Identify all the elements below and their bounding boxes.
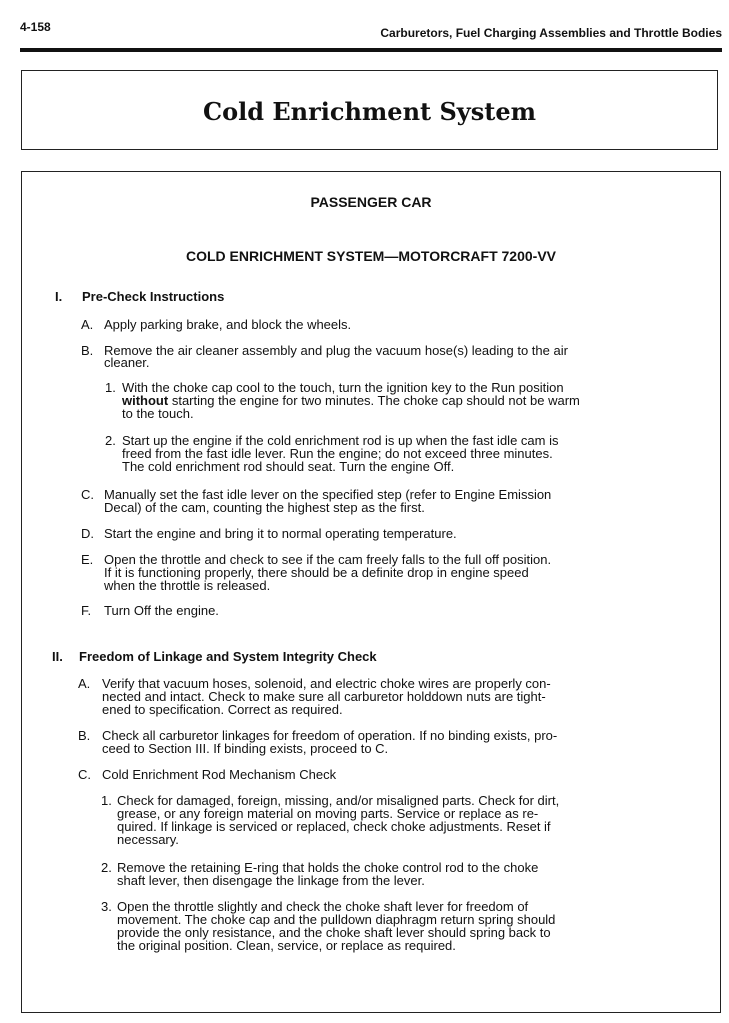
item-text-line: Cold Enrichment Rod Mechanism Check: [102, 767, 337, 782]
item-text-line: nected and intact. Check to make sure all carburetor holddown nuts are tight-: [102, 689, 546, 704]
item-label: B.: [78, 728, 91, 743]
item-text-line: Start the engine and bring it to normal operating temperature.: [104, 526, 457, 541]
item-text-line: Open the throttle and check to see if the cam freely falls to the full off position.: [104, 552, 552, 567]
subitem-text-line: The cold enrichment rod should seat. Turn the engine Off.: [122, 459, 455, 474]
section-heading: Freedom of Linkage and System Integrity Check: [79, 649, 377, 664]
subitem-text-line: the original position. Clean, service, or replace as required.: [117, 938, 456, 953]
subitem-text-line: With the choke cap cool to the touch, turn the ignition key to the Run position: [122, 380, 564, 395]
running-title: Carburetors, Fuel Charging Assemblies and Throttle Bodies: [380, 26, 722, 40]
item-label: C.: [78, 767, 91, 782]
content-box: [21, 171, 721, 1013]
item-text-line: ceed to Section III. If binding exists, proceed to C.: [102, 741, 389, 756]
section-heading: Pre-Check Instructions: [82, 289, 225, 304]
item-text-line: ened to specification. Correct as required.: [102, 702, 343, 717]
item-text-line: Check all carburetor linkages for freedom of operation. If no binding exists, pro-: [102, 728, 558, 743]
subitem-text-line: quired. If linkage is serviced or replaced, check choke adjustments. Reset if: [117, 819, 551, 834]
item-label: E.: [81, 552, 94, 567]
item-label: C.: [81, 487, 94, 502]
item-text-line: Remove the air cleaner assembly and plug the vacuum hose(s) leading to the air: [104, 343, 568, 358]
item-label: D.: [81, 526, 94, 541]
item-text-line: If it is functioning properly, there should be a definite drop in engine speed: [104, 565, 529, 580]
title-box: [21, 70, 718, 150]
subitem-text-line: to the touch.: [122, 406, 194, 421]
item-text-line: when the throttle is released.: [104, 578, 271, 593]
item-label: B.: [81, 343, 94, 358]
page-title: Cold Enrichment System: [202, 97, 537, 126]
subitem-text-line: provide the only resistance, and the choke shaft lever should spring back to: [117, 925, 551, 940]
subitem-text-line: freed from the fast idle lever. Run the engine; do not exceed three minutes.: [122, 446, 553, 461]
subitem-text-line: necessary.: [117, 832, 179, 847]
item-text-line: cleaner.: [104, 355, 150, 370]
subitem-text-line: Check for damaged, foreign, missing, and/or misaligned parts. Check for dirt,: [117, 793, 560, 808]
section-numeral: I.: [55, 289, 63, 304]
item-text-line: Turn Off the engine.: [104, 603, 219, 618]
subitem-text-line: Start up the engine if the cold enrichment rod is up when the fast idle cam is: [122, 433, 559, 448]
subitem-label: 1.: [101, 793, 112, 808]
subitem-text-line: movement. The choke cap and the pulldown diaphragm return spring should: [117, 912, 556, 927]
subitem-label: 3.: [101, 899, 112, 914]
subitem-text-line: shaft lever, then disengage the linkage from the lever.: [117, 873, 425, 888]
item-text-line: Decal) of the cam, counting the highest step as the first.: [104, 500, 425, 515]
page-number: 4-158: [20, 20, 51, 34]
item-label: A.: [78, 676, 91, 691]
section-numeral: II.: [52, 649, 63, 664]
subitem-label: 2.: [101, 860, 112, 875]
section-title: COLD ENRICHMENT SYSTEM—MOTORCRAFT 7200-VV: [186, 248, 556, 264]
item-label: F.: [81, 603, 92, 618]
subitem-text-line: Open the throttle slightly and check the choke shaft lever for freedom of: [117, 899, 529, 914]
item-label: A.: [81, 317, 94, 332]
item-text-line: Manually set the fast idle lever on the specified step (refer to Engine Emission: [104, 487, 552, 502]
subitem-text-line: Remove the retaining E-ring that holds the choke control rod to the choke: [117, 860, 539, 875]
subtitle: PASSENGER CAR: [310, 194, 432, 210]
subitem-label: 2.: [105, 433, 116, 448]
page-header: [20, 18, 722, 52]
emphasis-word: without: [122, 393, 169, 408]
item-text-line: Verify that vacuum hoses, solenoid, and electric choke wires are properly con-: [102, 676, 551, 691]
subitem-label: 1.: [105, 380, 116, 395]
item-text-line: Apply parking brake, and block the wheels.: [104, 317, 352, 332]
subitem-text-line: grease, or any foreign material on moving parts. Service or replace as re-: [117, 806, 539, 821]
subitem-text-rest: starting the engine for two minutes. The choke cap should not be warm: [168, 393, 580, 408]
